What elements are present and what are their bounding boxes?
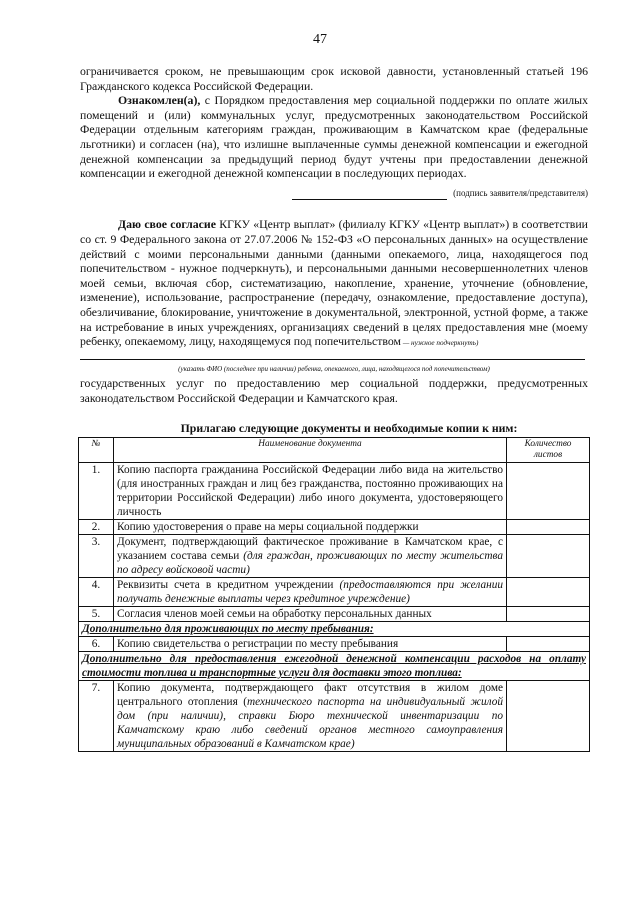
row-document: Реквизиты счета в кредитном учреждении (предоставляются при желании получать денежные выплаты через кредитное учреждение) <box>114 578 507 607</box>
table-row <box>79 681 590 752</box>
row-count-cell[interactable] <box>507 681 590 752</box>
table-row <box>79 607 590 622</box>
table-header-row <box>79 438 590 463</box>
acknowledged-label: Ознакомлен(а), <box>118 93 201 108</box>
row-number: 7. <box>79 681 114 752</box>
consent-label: Даю свое согласие <box>118 217 216 232</box>
row-number: 4. <box>79 578 114 607</box>
row-document: Копию удостоверения о праве на меры социальной поддержки <box>114 520 507 535</box>
table-row <box>79 463 590 520</box>
table-row <box>79 535 590 578</box>
row-document: Согласия членов моей семьи на обработку персональных данных <box>114 607 507 622</box>
header-document-name: Наименование документа <box>114 438 507 463</box>
paragraph-acknowledged <box>80 93 588 181</box>
acknowledged-text: с Порядком предоставления мер социальной поддержки по оплате жилых помещений и (или) коммунальных услуг, предусмотренных законодательством Российской Федерации отдельным категориям граждан, проживающим в Камчатском крае (федеральные льготники) и согласен (на), что излишне выплаченные суммы денежной компенсации и ежегодной денежной компенсации за предыдущий период будут учтены при предоставлении денежной компенсации и ежегодной денежной компенсации в последующих периодах. <box>80 93 588 181</box>
row-count-cell[interactable] <box>507 520 590 535</box>
row-document: Копию свидетельства о регистрации по месту пребывания <box>114 637 507 652</box>
consent-text: КГКУ «Центр выплат» (филиалу КГКУ «Центр выплат») в соответствии со ст. 9 Федерального закона от 27.07.2006 № 152-ФЗ «О персональных данных» на осуществление действий с моими персональными данными (данными опекаемого, лица, находящегося под попечительством - нужное подчеркнуть), и персональными данными несовершеннолетних членов моей семьи, включая сбор, систематизацию, накопление, хранение, уточнение (обновление, изменение), использование, распространение (передачу, ознакомление, предоставление доступа), обезличивание, блокирование, уничтожение в документальной, электронной, устной форме, а также на истребование в иных учреждениях, организациях сведений в целях предоставления мне (моему ребенку, опекаемому, лицу, находящемуся под попечительством <box>80 217 588 349</box>
section-stay-place: Дополнительно для проживающих по месту пребывания: <box>79 622 590 637</box>
row-note: (для граждан, проживающих по месту жительства по адресу войсковой части) <box>117 550 503 577</box>
row-count-cell[interactable] <box>507 463 590 520</box>
paragraph-limitation: ограничивается сроком, не превышающим срок исковой давности, установленный статьей 196 Гражданского кодекса Российской Федерации. <box>80 64 588 93</box>
page-number: 47 <box>313 32 327 47</box>
row-note: технического паспорта на индивидуальный жилой дом (при наличии), справки Бюро технической инвентаризации по Камчатскому краю либо сведений органов местного самоуправления муниципальных образований в Камчатском крае) <box>117 696 503 751</box>
table-row <box>79 637 590 652</box>
signature-row <box>80 186 588 201</box>
row-note: (предоставляются при желании получать денежные выплаты через кредитное учреждение) <box>117 579 503 606</box>
row-count-cell[interactable] <box>507 578 590 607</box>
section-row <box>79 622 590 637</box>
consent-note: — нужное подчеркнуть) <box>401 339 479 348</box>
row-count-cell[interactable] <box>507 535 590 578</box>
document-body <box>80 64 588 752</box>
row-document: Документ, подтверждающий фактическое проживание в Камчатском крае, с указанием состава семьи (для граждан, проживающих по месту жительства по адресу войсковой части) <box>114 535 507 578</box>
signature-line[interactable] <box>292 189 447 200</box>
section-row <box>79 652 590 681</box>
row-document: Копию документа, подтверждающего факт отсутствия в жилом доме центрального отопления (технического паспорта на индивидуальный жилой дом (при наличии), справки Бюро технической инвентаризации по Камчатскому краю либо сведений органов местного самоуправления муниципальных образований в Камчатском крае) <box>114 681 507 752</box>
documents-table <box>78 437 590 752</box>
paragraph-services: государственных услуг по предоставлению мер социальной поддержки, предусмотренных законодательством Российской Федерации и Камчатского края. <box>80 376 588 405</box>
row-count-cell[interactable] <box>507 637 590 652</box>
section-fuel-compensation: Дополнительно для предоставления ежегодной денежной компенсации расходов на оплату стоимости топлива и транспортные услуги для доставки этого топлива: <box>79 652 590 681</box>
row-number: 6. <box>79 637 114 652</box>
row-count-cell[interactable] <box>507 607 590 622</box>
fio-caption: (указать ФИО (последнее при наличии) ребенка, опекаемого, лица, находящегося под попечительством) <box>178 364 490 373</box>
row-document: Копию паспорта гражданина Российской Федерации либо вида на жительство (для иностранных граждан и лиц без гражданства, постоянно проживающих на территории Российской Федерации) либо иного документа, удостоверяющего личность <box>114 463 507 520</box>
row-number: 3. <box>79 535 114 578</box>
attachments-heading: Прилагаю следующие документы и необходимые копии к ним: <box>180 421 518 436</box>
paragraph-consent <box>80 217 588 350</box>
header-sheet-count: Количество листов <box>507 438 590 463</box>
table-row <box>79 520 590 535</box>
row-number: 2. <box>79 520 114 535</box>
row-number: 1. <box>79 463 114 520</box>
row-number: 5. <box>79 607 114 622</box>
table-row <box>79 578 590 607</box>
signature-caption: (подпись заявителя/представителя) <box>453 187 588 198</box>
header-number: № <box>79 438 114 463</box>
fio-input-line[interactable] <box>80 359 585 360</box>
